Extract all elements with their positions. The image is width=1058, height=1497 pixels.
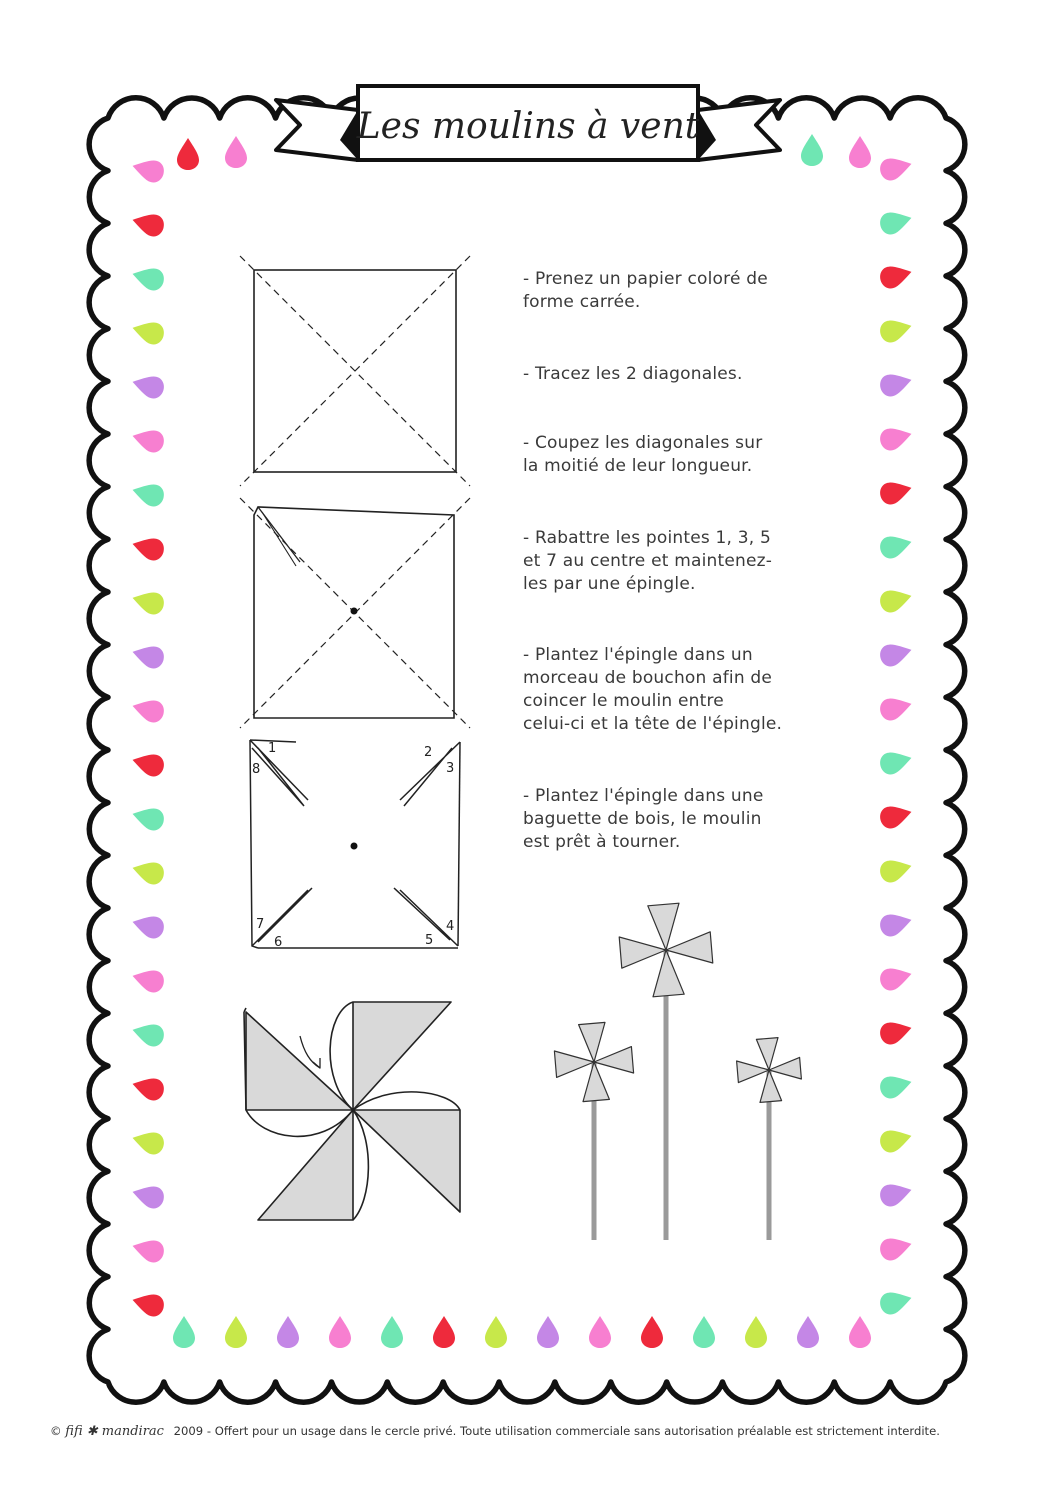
droplet [878,747,915,777]
droplet [130,965,167,995]
droplet [277,1316,299,1348]
point-label: 1 [268,741,277,756]
droplet [589,1316,611,1348]
droplet [537,1316,559,1348]
droplet [878,531,915,561]
pinwheel-blade [648,903,679,950]
point-label: 2 [424,745,433,760]
droplet [381,1316,403,1348]
point-label: 4 [446,919,455,934]
droplet [225,136,247,168]
droplet [797,1316,819,1348]
droplet [745,1316,767,1348]
pinwheel-blade [769,1057,801,1079]
droplet [130,1289,167,1319]
droplet [130,425,167,455]
droplet [878,315,915,345]
droplet [130,641,167,671]
droplet [878,693,915,723]
page-title: Les moulins à vent [356,106,700,147]
droplet [130,1019,167,1049]
point-label: 8 [252,762,261,777]
point-label: 3 [446,761,455,776]
pinwheel-blade [666,932,713,963]
droplet [878,153,915,183]
droplet [878,801,915,831]
instruction-step: - Rabattre les pointes 1, 3, 5 et 7 au centre et maintenez- les par une épingle. [523,528,773,594]
footer-year: 2009 - [173,1424,212,1438]
point-label: 6 [274,935,283,950]
large-pinwheel [244,1002,460,1220]
droplet-decorations [130,134,915,1348]
droplet [130,1073,167,1103]
droplet [801,134,823,166]
pinwheel-blade [760,1070,782,1102]
droplet [878,909,915,939]
pinwheel-blade [594,1047,634,1073]
droplet [130,1235,167,1265]
droplet [130,155,167,185]
droplet [849,136,871,168]
droplet [130,695,167,725]
droplet [329,1316,351,1348]
droplet [130,1127,167,1157]
droplet [130,533,167,563]
droplet [130,371,167,401]
droplet [130,911,167,941]
droplet [130,803,167,833]
droplet [878,855,915,885]
droplet [641,1316,663,1348]
droplet [878,261,915,291]
droplet [878,1287,915,1317]
instruction-step: - Plantez l'épingle dans un morceau de bouchon afin de coincer le moulin entre celui-ci et la tête de l'épingle. [523,645,783,734]
droplet [849,1316,871,1348]
footer [50,1424,1030,1439]
droplet [130,1181,167,1211]
droplet [878,207,915,237]
instruction-step: - Coupez les diagonales sur la moitié de leur longueur. [523,433,763,476]
droplet [177,138,199,170]
pinwheel-blade [579,1022,605,1062]
droplet [485,1316,507,1348]
instruction-step: - Plantez l'épingle dans une baguette de bois, le moulin est prêt à tourner. [523,786,764,852]
droplet [878,369,915,399]
droplet [130,263,167,293]
droplet [878,1179,915,1209]
pinwheel-blade [737,1061,769,1083]
footer-notice: Offert pour un usage dans le cercle privé. Toute utilisation commerciale sans autorisation préalable est strictement interdite. [214,1424,940,1438]
droplet [878,585,915,615]
pinwheel-blade [554,1051,594,1077]
point-label: 5 [425,933,434,948]
droplet [130,317,167,347]
diagram-cut-diagonals [240,498,470,728]
droplet [130,587,167,617]
pinwheel-sticks [554,903,801,1240]
droplet [130,857,167,887]
brand-logo: fifi ✱ mandirac [65,1424,164,1439]
droplet [878,639,915,669]
droplet [433,1316,455,1348]
instruction-step: - Prenez un papier coloré de forme carrée. [523,269,768,312]
center-dot [351,608,358,615]
pinwheel-blade [619,937,666,968]
droplet [878,1071,915,1101]
droplet [225,1316,247,1348]
droplet [130,749,167,779]
droplet [878,1017,915,1047]
droplet [693,1316,715,1348]
pinwheel-blade [756,1038,778,1070]
diagram-numbered-points [250,740,460,948]
instruction-step: - Tracez les 2 diagonales. [523,364,743,384]
diagram-square-diagonals [240,256,470,486]
pinwheel-blade [653,950,684,997]
pinwheel-blade [583,1062,609,1102]
point-label: 7 [256,917,265,932]
droplet [173,1316,195,1348]
center-dot [351,843,358,850]
droplet [130,209,167,239]
copyright-symbol: © [50,1424,62,1438]
droplet [878,477,915,507]
droplet [878,1233,915,1263]
droplet [130,479,167,509]
droplet [878,423,915,453]
droplet [878,1125,915,1155]
droplet [878,963,915,993]
